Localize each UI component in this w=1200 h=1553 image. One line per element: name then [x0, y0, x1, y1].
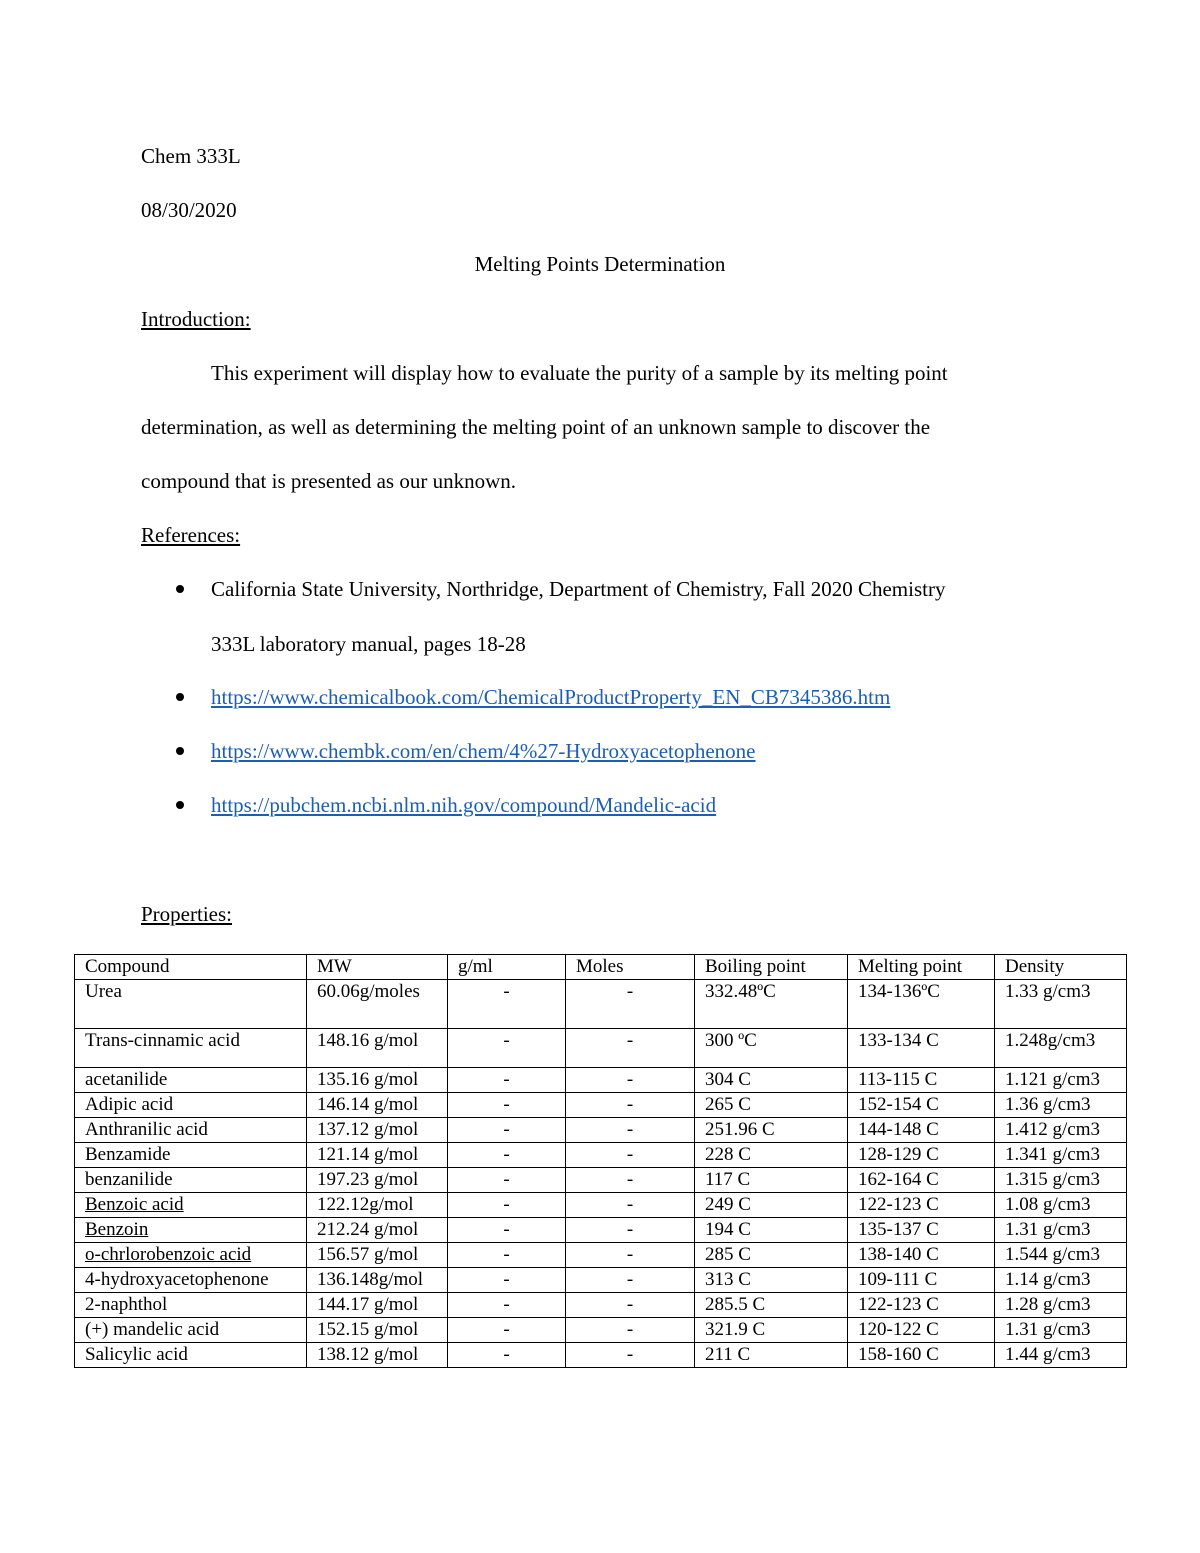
- table-cell: -: [566, 1093, 695, 1118]
- table-cell: -: [566, 1068, 695, 1093]
- references-heading: References:: [141, 523, 241, 547]
- table-cell: -: [566, 1268, 695, 1293]
- table-cell: benzanilide: [75, 1168, 307, 1193]
- table-cell: 137.12 g/mol: [307, 1118, 448, 1143]
- table-cell: 1.412 g/cm3: [995, 1118, 1127, 1143]
- course-name: Chem 333L: [141, 144, 241, 168]
- table-cell: 194 C: [695, 1218, 848, 1243]
- table-cell: 1.36 g/cm3: [995, 1093, 1127, 1118]
- table-cell: 4-hydroxyacetophenone: [75, 1268, 307, 1293]
- table-row: [75, 1193, 1127, 1218]
- table-cell: Anthranilic acid: [75, 1118, 307, 1143]
- table-cell: -: [448, 1243, 566, 1268]
- table-row: [75, 1093, 1127, 1118]
- bullet-icon: [176, 585, 184, 593]
- table-cell: -: [566, 1218, 695, 1243]
- table-cell: -: [566, 1318, 695, 1343]
- table-cell: -: [448, 1143, 566, 1168]
- table-cell: 251.96 C: [695, 1118, 848, 1143]
- table-cell: 148.16 g/mol: [307, 1029, 448, 1068]
- properties-table: [74, 954, 1127, 1368]
- table-row: [75, 1318, 1127, 1343]
- table-cell: -: [566, 1293, 695, 1318]
- table-cell: 144-148 C: [848, 1118, 995, 1143]
- table-cell: 122-123 C: [848, 1293, 995, 1318]
- intro-line-3: compound that is presented as our unknown.: [141, 469, 517, 493]
- table-cell: 133-134 C: [848, 1029, 995, 1068]
- table-cell: Trans-cinnamic acid: [75, 1029, 307, 1068]
- column-header: Compound: [75, 955, 307, 980]
- table-cell: 109-111 C: [848, 1268, 995, 1293]
- table-cell: Benzamide: [75, 1143, 307, 1168]
- page-title: Melting Points Determination: [474, 252, 726, 276]
- table-cell: -: [448, 1268, 566, 1293]
- table-cell: acetanilide: [75, 1068, 307, 1093]
- table-cell: -: [448, 1029, 566, 1068]
- table-cell: 197.23 g/mol: [307, 1168, 448, 1193]
- table-cell: -: [448, 1343, 566, 1368]
- table-cell: 285 C: [695, 1243, 848, 1268]
- table-cell: 122.12g/mol: [307, 1193, 448, 1218]
- properties-heading: Properties:: [141, 902, 232, 926]
- table-cell: -: [566, 1243, 695, 1268]
- table-cell: -: [448, 980, 566, 1029]
- table-cell: 152-154 C: [848, 1093, 995, 1118]
- table-cell: -: [566, 1168, 695, 1193]
- table-cell: Salicylic acid: [75, 1343, 307, 1368]
- introduction-heading: Introduction:: [141, 307, 251, 331]
- table-row: [75, 1243, 1127, 1268]
- table-cell: 249 C: [695, 1193, 848, 1218]
- intro-line-1: This experiment will display how to evaluate the purity of a sample by its melting point: [211, 361, 948, 385]
- table-cell: 162-164 C: [848, 1168, 995, 1193]
- table-cell: 120-122 C: [848, 1318, 995, 1343]
- table-row: [75, 1293, 1127, 1318]
- table-cell: 300 ºC: [695, 1029, 848, 1068]
- table-cell: 158-160 C: [848, 1343, 995, 1368]
- table-row: [75, 1168, 1127, 1193]
- table-cell: 121.14 g/mol: [307, 1143, 448, 1168]
- table-row: [75, 1218, 1127, 1243]
- table-row: [75, 1268, 1127, 1293]
- table-row: [75, 1343, 1127, 1368]
- table-cell: 156.57 g/mol: [307, 1243, 448, 1268]
- table-row: [75, 1118, 1127, 1143]
- table-cell: 2-naphthol: [75, 1293, 307, 1318]
- table-cell: -: [448, 1068, 566, 1093]
- table-cell: 313 C: [695, 1268, 848, 1293]
- table-cell: 1.121 g/cm3: [995, 1068, 1127, 1093]
- table-cell: -: [448, 1318, 566, 1343]
- table-cell: 60.06g/moles: [307, 980, 448, 1029]
- table-cell: 228 C: [695, 1143, 848, 1168]
- table-cell: -: [448, 1168, 566, 1193]
- reference-link-pubchem[interactable]: https://pubchem.ncbi.nlm.nih.gov/compound/Mandelic-acid: [211, 793, 717, 817]
- table-cell: 1.31 g/cm3: [995, 1318, 1127, 1343]
- table-cell: -: [566, 980, 695, 1029]
- table-cell: 332.48ºC: [695, 980, 848, 1029]
- reference-manual-line-1: California State University, Northridge, Department of Chemistry, Fall 2020 Chemistry: [211, 577, 946, 601]
- table-cell: 1.28 g/cm3: [995, 1293, 1127, 1318]
- table-cell: 1.31 g/cm3: [995, 1218, 1127, 1243]
- table-cell: 265 C: [695, 1093, 848, 1118]
- column-header: Moles: [566, 955, 695, 980]
- table-cell: Benzoin: [75, 1218, 307, 1243]
- reference-link-chembk[interactable]: https://www.chembk.com/en/chem/4%27-Hydroxyacetophenone: [211, 739, 756, 763]
- table-header-row: [75, 955, 1127, 980]
- table-cell: -: [566, 1193, 695, 1218]
- column-header: MW: [307, 955, 448, 980]
- table-cell: 146.14 g/mol: [307, 1093, 448, 1118]
- intro-line-2: determination, as well as determining the melting point of an unknown sample to discover the: [141, 415, 931, 439]
- bullet-icon: [176, 801, 184, 809]
- table-cell: 152.15 g/mol: [307, 1318, 448, 1343]
- table-cell: -: [566, 1343, 695, 1368]
- table-cell: 135.16 g/mol: [307, 1068, 448, 1093]
- table-cell: 144.17 g/mol: [307, 1293, 448, 1318]
- table-cell: 1.14 g/cm3: [995, 1268, 1127, 1293]
- table-cell: Adipic acid: [75, 1093, 307, 1118]
- table-cell: Benzoic acid: [75, 1193, 307, 1218]
- table-cell: 135-137 C: [848, 1218, 995, 1243]
- table-cell: -: [448, 1218, 566, 1243]
- table-cell: 285.5 C: [695, 1293, 848, 1318]
- table-cell: 128-129 C: [848, 1143, 995, 1168]
- table-cell: 1.544 g/cm3: [995, 1243, 1127, 1268]
- table-cell: 1.08 g/cm3: [995, 1193, 1127, 1218]
- table-cell: 1.44 g/cm3: [995, 1343, 1127, 1368]
- table-cell: -: [566, 1143, 695, 1168]
- column-header: Density: [995, 955, 1127, 980]
- table-cell: 304 C: [695, 1068, 848, 1093]
- table-cell: o-chrlorobenzoic acid: [75, 1243, 307, 1268]
- table-cell: -: [448, 1293, 566, 1318]
- table-row: [75, 980, 1127, 1029]
- table-cell: 136.148g/mol: [307, 1268, 448, 1293]
- table-row: [75, 1029, 1127, 1068]
- table-cell: 122-123 C: [848, 1193, 995, 1218]
- table-row: [75, 1143, 1127, 1168]
- table-cell: -: [448, 1093, 566, 1118]
- table-cell: Urea: [75, 980, 307, 1029]
- column-header: Melting point: [848, 955, 995, 980]
- table-cell: 138.12 g/mol: [307, 1343, 448, 1368]
- column-header: Boiling point: [695, 955, 848, 980]
- report-date: 08/30/2020: [141, 198, 237, 222]
- table-cell: 321.9 C: [695, 1318, 848, 1343]
- table-cell: (+) mandelic acid: [75, 1318, 307, 1343]
- table-cell: -: [566, 1118, 695, 1143]
- table-cell: 117 C: [695, 1168, 848, 1193]
- table-cell: 113-115 C: [848, 1068, 995, 1093]
- table-row: [75, 1068, 1127, 1093]
- table-cell: 1.341 g/cm3: [995, 1143, 1127, 1168]
- table-cell: -: [448, 1118, 566, 1143]
- table-cell: 212.24 g/mol: [307, 1218, 448, 1243]
- table-cell: 134-136ºC: [848, 980, 995, 1029]
- bullet-icon: [176, 693, 184, 701]
- column-header: g/ml: [448, 955, 566, 980]
- bullet-icon: [176, 747, 184, 755]
- table-cell: 1.248g/cm3: [995, 1029, 1127, 1068]
- table-cell: 1.33 g/cm3: [995, 980, 1127, 1029]
- table-cell: 138-140 C: [848, 1243, 995, 1268]
- table-cell: 211 C: [695, 1343, 848, 1368]
- table-cell: -: [448, 1193, 566, 1218]
- table-cell: 1.315 g/cm3: [995, 1168, 1127, 1193]
- reference-link-chemicalbook[interactable]: https://www.chemicalbook.com/ChemicalProductProperty_EN_CB7345386.htm: [211, 685, 891, 709]
- table-cell: -: [566, 1029, 695, 1068]
- reference-manual-line-2: 333L laboratory manual, pages 18-28: [211, 632, 526, 656]
